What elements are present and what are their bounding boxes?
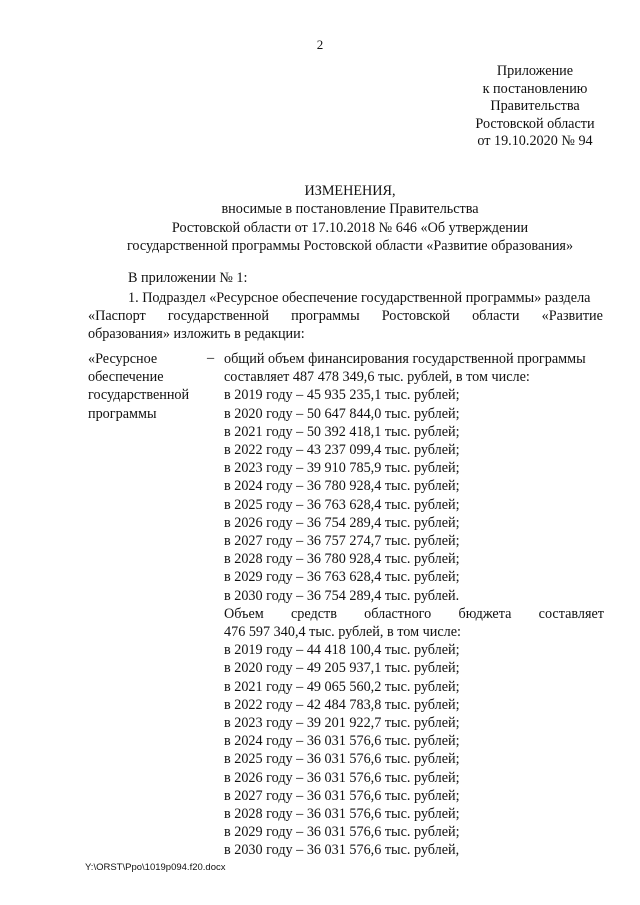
year-amount-line: в 2023 году – 39 910 785,9 тыс. рублей; xyxy=(224,460,460,477)
label-dash: – xyxy=(207,350,215,366)
label-line: программы xyxy=(88,405,157,422)
year-amount-line: в 2030 году – 36 031 576,6 тыс. рублей, xyxy=(224,842,460,859)
year-amount-line: в 2021 году – 50 392 418,1 тыс. рублей; xyxy=(224,423,460,440)
year-amount-line: в 2019 году – 45 935 235,1 тыс. рублей; xyxy=(224,387,460,404)
appendix-line: Правительства xyxy=(490,98,580,115)
file-path-footer: Y:\ORST\Ppo\1019p094.f20.docx xyxy=(85,862,226,873)
word: государственной xyxy=(167,308,269,325)
appendix-block xyxy=(440,63,630,151)
year-amount-line: в 2023 году – 39 201 922,7 тыс. рублей; xyxy=(224,715,460,732)
paragraph-line-justified xyxy=(88,307,603,325)
word: Объем xyxy=(224,605,264,622)
year-amount-line: в 2029 году – 36 031 576,6 тыс. рублей; xyxy=(224,824,460,841)
total-years-list xyxy=(224,386,604,604)
paragraph-line: образования» изложить в редакции: xyxy=(88,326,305,343)
regional-budget-line: 476 597 340,4 тыс. рублей, в том числе: xyxy=(224,624,461,641)
word: средств xyxy=(290,605,337,622)
appendix-line: от 19.10.2020 № 94 xyxy=(477,133,593,150)
word: программы xyxy=(291,308,360,325)
year-amount-line: в 2026 году – 36 754 289,4 тыс. рублей; xyxy=(224,514,460,531)
total-funding-line: общий объем финансирования государственной программы xyxy=(224,351,586,367)
funding-content xyxy=(224,350,604,860)
year-amount-line: в 2022 году – 42 484 783,8 тыс. рублей; xyxy=(224,696,460,713)
year-amount-line: в 2027 году – 36 757 274,7 тыс. рублей; xyxy=(224,533,460,550)
document-heading xyxy=(60,182,640,255)
page-number: 2 xyxy=(316,37,324,52)
year-amount-line: в 2025 году – 36 763 628,4 тыс. рублей; xyxy=(224,496,460,513)
year-amount-line: в 2026 году – 36 031 576,6 тыс. рублей; xyxy=(224,769,460,786)
word: бюджета xyxy=(458,605,512,622)
year-amount-line: в 2020 году – 50 647 844,0 тыс. рублей; xyxy=(224,405,460,422)
heading-line: вносимые в постановление Правительства xyxy=(221,201,479,218)
word: «Развитие xyxy=(541,308,603,325)
year-amount-line: в 2024 году – 36 780 928,4 тыс. рублей; xyxy=(224,478,460,495)
amendment-paragraph xyxy=(88,289,603,344)
word: составляет xyxy=(538,605,604,622)
heading-line: Ростовской области от 17.10.2018 № 646 «Об утверждении xyxy=(171,219,529,236)
year-amount-line: в 2021 году – 49 065 560,2 тыс. рублей; xyxy=(224,678,460,695)
year-amount-line: в 2028 году – 36 031 576,6 тыс. рублей; xyxy=(224,806,460,823)
appendix-line: Ростовской области xyxy=(475,115,595,132)
label-line: обеспечение xyxy=(88,369,164,386)
year-amount-line: в 2022 году – 43 237 099,4 тыс. рублей; xyxy=(224,442,460,459)
section-label xyxy=(88,350,218,423)
heading-line: государственной программы Ростовской области «Развитие образования» xyxy=(126,237,574,254)
year-amount-line: в 2020 году – 49 205 937,1 тыс. рублей; xyxy=(224,660,460,677)
regional-budget-line xyxy=(224,605,604,623)
year-amount-line: в 2025 году – 36 031 576,6 тыс. рублей; xyxy=(224,751,460,768)
word: Ростовской xyxy=(381,308,450,325)
total-funding-line: составляет 487 478 349,6 тыс. рублей, в том числе: xyxy=(224,369,530,386)
appendix-line: к постановлению xyxy=(482,80,588,97)
label-line: «Ресурсное xyxy=(88,351,158,367)
word: области xyxy=(472,308,520,325)
regional-years-list xyxy=(224,641,604,859)
year-amount-line: в 2029 году – 36 763 628,4 тыс. рублей; xyxy=(224,569,460,586)
word: областного xyxy=(364,605,432,622)
year-amount-line: в 2024 году – 36 031 576,6 тыс. рублей; xyxy=(224,733,460,750)
year-amount-line: в 2028 году – 36 780 928,4 тыс. рублей; xyxy=(224,551,460,568)
intro-line: В приложении № 1: xyxy=(128,270,248,286)
year-amount-line: в 2027 году – 36 031 576,6 тыс. рублей; xyxy=(224,787,460,804)
appendix-line: Приложение xyxy=(496,63,574,79)
year-amount-line: в 2019 году – 44 418 100,4 тыс. рублей; xyxy=(224,642,460,659)
label-line: государственной xyxy=(88,387,190,404)
word: «Паспорт xyxy=(88,308,146,325)
heading-title: ИЗМЕНЕНИЯ, xyxy=(304,183,396,199)
paragraph-line: 1. Подраздел «Ресурсное обеспечение государственной программы» раздела xyxy=(128,290,591,306)
year-amount-line: в 2030 году – 36 754 289,4 тыс. рублей. xyxy=(224,587,460,604)
